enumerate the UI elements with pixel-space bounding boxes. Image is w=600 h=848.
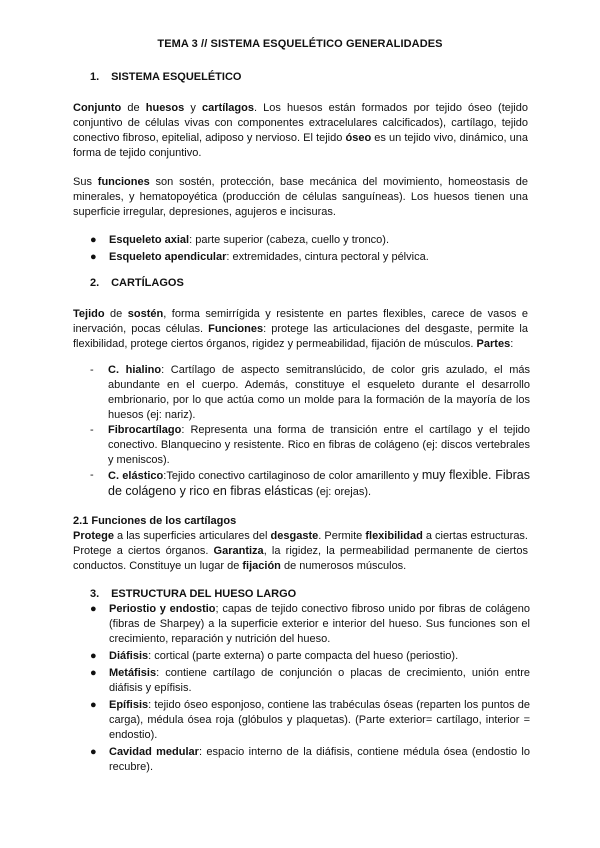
- bullet-icon: ●: [90, 234, 97, 246]
- bullet-icon: ●: [90, 667, 97, 679]
- section-heading-1: [90, 70, 241, 85]
- paragraph-conjunto: Conjunto de huesos y cartílagos. Los huesos están formados por tejido óseo (tejido conjuntivo de células vivas con componentes extracelulares calcificados), cartílago, tejido conectivo fibroso, epitelial, adiposo y nervioso. El tejido óseo es un tejido vivo, dinámico, una forma de tejido conjuntivo.: [73, 102, 528, 159]
- list-item: ● Esqueleto apendicular: extremidades, cintura pectoral y pélvica.: [90, 251, 429, 263]
- bullet-icon: ●: [90, 699, 97, 711]
- section-heading-2: [90, 276, 184, 291]
- list-item: - C. elástico:Tejido conectivo cartilaginoso de color amarillento y muy flexible. Fibras de colágeno y rico en fibras elásticas (ej: orejas).: [90, 468, 530, 498]
- esqueleto-list: [90, 233, 530, 267]
- bullet-icon: ●: [90, 650, 97, 662]
- section-title: CARTÍLAGOS: [111, 277, 184, 289]
- list-item: ● Diáfisis: cortical (parte externa) o parte compacta del hueso (periostio).: [90, 650, 459, 662]
- list-item: - Fibrocartílago: Representa una forma de transición entre el cartílago y el tejido conectivo. Blanquecino y resistente. Rico en fibras de colágeno (ej: discos vertebrales y meniscos).: [90, 424, 530, 466]
- list-item: ● Metáfisis: contiene cartílago de conjunción o placas de crecimiento, unión entre diáfisis y epífisis.: [90, 667, 530, 694]
- list-item: ● Cavidad medular: espacio interno de la diáfisis, contiene médula ósea (endostio lo recubre).: [90, 746, 530, 773]
- section-number: 1.: [90, 71, 100, 83]
- document-title: TEMA 3 // SISTEMA ESQUELÉTICO GENERALIDADES: [157, 38, 443, 50]
- dash-icon: -: [90, 424, 94, 436]
- section-number: 3.: [90, 588, 100, 600]
- bullet-icon: ●: [90, 603, 97, 615]
- list-item: ● Periostio y endostio; capas de tejido conectivo fibroso unido por fibras de colágeno (fibras de Sharpey) a la superficie exterior e interior del hueso. Sus funciones son el crecimiento, reparación y nutrición del hueso.: [90, 603, 530, 645]
- dash-icon: -: [90, 469, 94, 481]
- section-heading-3: [90, 587, 296, 602]
- list-item: ● Epífisis: tejido óseo esponjoso, contiene las trabéculas óseas (reparten los puntos de carga), médula ósea roja (glóbulos y plaquetas). (Parte exterior= cartílago, interior = endostio).: [90, 699, 530, 741]
- section-title: ESTRUCTURA DEL HUESO LARGO: [111, 588, 297, 600]
- paragraph-protege: Protege a las superficies articulares del desgaste. Permite flexibilidad a ciertas estructuras. Protege a ciertos órganos. Garantiza, la rigidez, la permeabilidad permanente de ciertos conductos. Constituye un lugar de fijación de numerosos músculos.: [73, 530, 528, 572]
- paragraph-tejido: Tejido de sostén, forma semirrígida y resistente en partes flexibles, carece de vasos e inervación, pocas células. Funciones: protege las articulaciones del desgaste, permite la flexibilidad, protege ciertos órganos, rigidez y permeabilidad, fijación de músculos. Partes:: [73, 308, 528, 350]
- list-item: - C. hialino: Cartílago de aspecto semitranslúcido, de color gris azulado, el más abundante en el cuerpo. Además, constituye el esqueleto durante el desarrollo embrionario, por lo que actúa como un molde para la formación de la mayoría de los huesos (ej: nariz).: [90, 364, 530, 421]
- dash-icon: -: [90, 364, 94, 376]
- paragraph-funciones: Sus funciones son sostén, protección, base mecánica del movimiento, homeostasis de minerales, y hematopoyética (producción de células sanguíneas). Los huesos tienen una superficie irregular, depresiones, agujeros e incisuras.: [73, 176, 528, 218]
- bullet-icon: ●: [90, 746, 97, 758]
- section-number: 2.: [90, 277, 100, 289]
- hueso-largo-list: [90, 602, 530, 777]
- cartilago-list: [90, 363, 530, 500]
- section-title: SISTEMA ESQUELÉTICO: [111, 71, 242, 83]
- bullet-icon: ●: [90, 251, 97, 263]
- subsection-heading: 2.1 Funciones de los cartílagos: [73, 515, 237, 527]
- list-item: ● Esqueleto axial: parte superior (cabeza, cuello y tronco).: [90, 234, 390, 246]
